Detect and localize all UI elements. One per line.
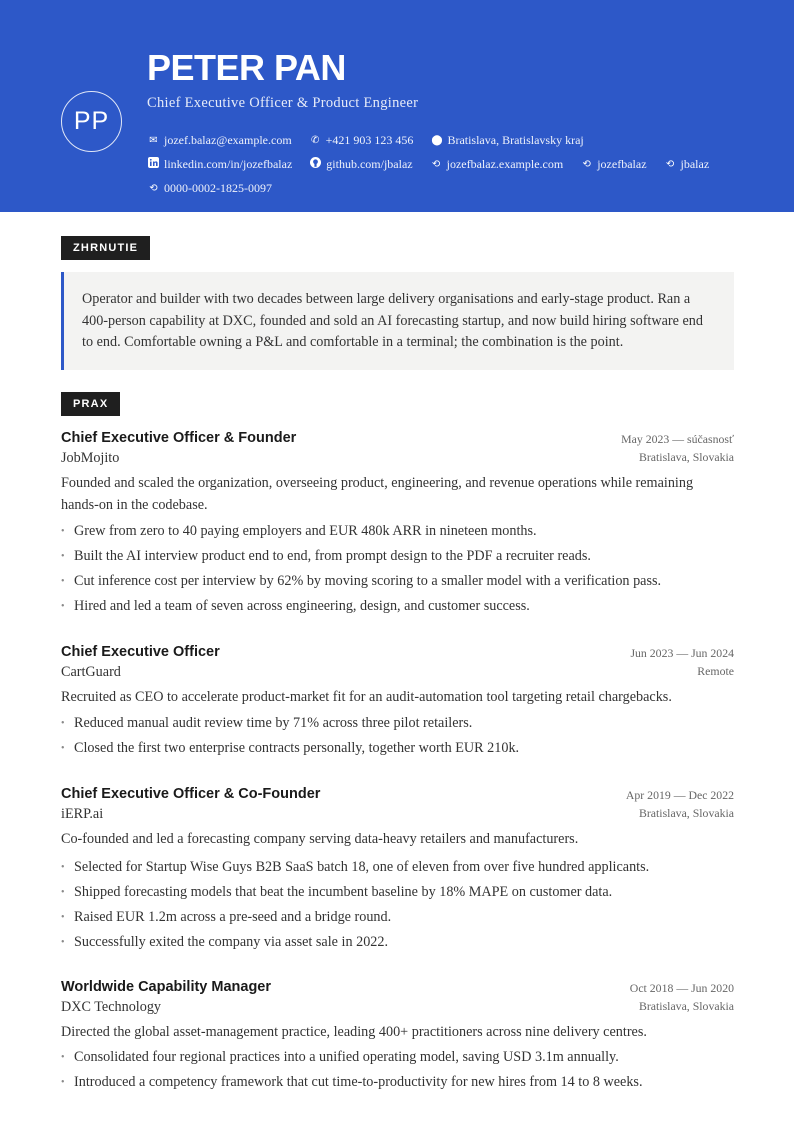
contact-linkedin-text: linkedin.com/in/jozefbalaz — [164, 156, 293, 171]
avatar-initials: PP — [61, 91, 122, 152]
job-bullet: • Successfully exited the company via asset sale in 2022. — [61, 932, 734, 957]
contact-profile-two[interactable] — [664, 157, 710, 172]
job-bullets — [61, 521, 734, 621]
job-bullet: • Reduced manual audit review time by 71% across three pilot retailers. — [61, 713, 734, 738]
contact-row — [147, 176, 767, 200]
phone-icon: ✆ — [310, 134, 320, 146]
job-location: Bratislava, Slovakia — [638, 450, 734, 464]
contact-row — [147, 128, 767, 152]
job-dates: Oct 2018 — Jun 2020 — [629, 981, 734, 995]
job-location: Remote — [697, 664, 734, 678]
job-bullet: • Closed the first two enterprise contracts personally, together worth EUR 210k. — [61, 738, 734, 763]
job-bullets — [61, 857, 734, 957]
job-bullet: • Raised EUR 1.2m across a pre-seed and a bridge round. — [61, 907, 734, 932]
job-bullet: • Built the AI interview product end to end, from prompt design to the PDF a recruiter reads. — [61, 546, 734, 571]
email-icon: ✉ — [149, 134, 158, 146]
section-label-summary: ZHRNUTIE — [61, 236, 150, 260]
contact-website[interactable] — [430, 157, 564, 172]
linkedin-icon — [147, 157, 160, 171]
summary-block: Operator and builder with two decades between large delivery organisations and early-stage product. Ran a 400-person capability at DXC, founded and sold an AI forecasting startup, and now build hiring software end to end. Comfortable owning a P&L and comfortable in a terminal; the combination is the point. — [61, 272, 734, 370]
github-icon — [309, 157, 322, 171]
contact-linkedin[interactable] — [147, 157, 292, 172]
link-icon: ⟲ — [431, 158, 441, 170]
job-bullet: • Selected for Startup Wise Guys B2B SaaS batch 18, one of eleven from over five hundred applicants. — [61, 857, 734, 882]
job-dates: Apr 2019 — Dec 2022 — [625, 788, 734, 802]
job-description: Recruited as CEO to accelerate product-market fit for an audit-automation tool targeting retail chargebacks. — [61, 689, 672, 705]
contact-email[interactable] — [147, 133, 292, 148]
job-title: Chief Executive Officer & Co-Founder — [61, 786, 321, 802]
candidate-name: PETER PAN — [147, 47, 346, 88]
job-company: CartGuard — [61, 664, 121, 680]
experience-entry — [61, 644, 734, 764]
job-bullet: • Cut inference cost per interview by 62% by moving scoring to a smaller model with a verification pass. — [61, 571, 734, 596]
job-company: DXC Technology — [61, 999, 162, 1015]
contact-location — [430, 133, 583, 148]
contact-profile-one[interactable] — [580, 157, 646, 172]
contact-profile-one-text: jozefbalaz — [597, 156, 647, 171]
job-dates: Jun 2023 — Jun 2024 — [630, 646, 734, 660]
job-company: JobMojito — [61, 450, 120, 466]
job-dates: May 2023 — súčasnosť — [621, 432, 734, 446]
job-bullets — [61, 1047, 734, 1097]
link-icon: ⟲ — [665, 158, 675, 170]
job-title: Chief Executive Officer — [61, 644, 220, 660]
job-description: Co-founded and led a forecasting company serving data-heavy retailers and manufacturers. — [61, 831, 579, 847]
contact-orcid[interactable] — [147, 181, 272, 196]
contact-row — [147, 152, 767, 176]
link-icon: ⟲ — [149, 182, 158, 194]
candidate-headline: Chief Executive Officer & Product Engineer — [147, 95, 419, 111]
contact-phone[interactable] — [309, 133, 414, 148]
job-bullet: • Consolidated four regional practices into a unified operating model, saving USD 3.1m annually. — [61, 1047, 734, 1072]
job-bullet: • Hired and led a team of seven across engineering, design, and customer success. — [61, 596, 734, 621]
contact-github[interactable] — [309, 157, 412, 172]
contact-website-text: jozefbalaz.example.com — [446, 156, 564, 171]
link-icon: ⟲ — [582, 158, 591, 170]
contact-orcid-text: 0000-0002-1825-0097 — [164, 180, 272, 195]
section-label-experience: PRAX — [61, 392, 120, 416]
job-bullet: • Grew from zero to 40 paying employers and EUR 480k ARR in nineteen months. — [61, 521, 734, 546]
job-title: Chief Executive Officer & Founder — [61, 430, 297, 446]
contact-github-text: github.com/jbalaz — [326, 156, 413, 171]
job-bullet: • Shipped forecasting models that beat the incumbent baseline by 18% MAPE on customer data. — [61, 882, 734, 907]
contact-email-text: jozef.balaz@example.com — [164, 132, 292, 147]
experience-entry — [61, 430, 734, 620]
contact-location-text: Bratislava, Bratislavsky kraj — [447, 132, 584, 147]
job-description: Founded and scaled the organization, overseeing product, engineering, and revenue operations while remaining hands-on in the codebase. — [61, 475, 694, 513]
job-location: Bratislava, Slovakia — [638, 999, 734, 1013]
job-location: Bratislava, Slovakia — [638, 806, 734, 820]
contact-phone-text: +421 903 123 456 — [325, 132, 414, 147]
contact-profile-two-text: jbalaz — [680, 156, 710, 171]
contact-list — [147, 128, 767, 200]
job-company: iERP.ai — [61, 806, 104, 822]
job-bullet: • Introduced a competency framework that cut time-to-productivity for new hires from 14 to 8 weeks. — [61, 1072, 734, 1097]
resume-header — [0, 0, 794, 212]
job-bullets — [61, 713, 734, 763]
experience-entry — [61, 979, 734, 1099]
job-description: Directed the global asset-management practice, leading 400+ practitioners across nine delivery centres. — [61, 1024, 647, 1040]
location-pin-icon: ⬤ — [431, 134, 443, 146]
job-title: Worldwide Capability Manager — [61, 979, 272, 995]
experience-entry — [61, 786, 734, 956]
